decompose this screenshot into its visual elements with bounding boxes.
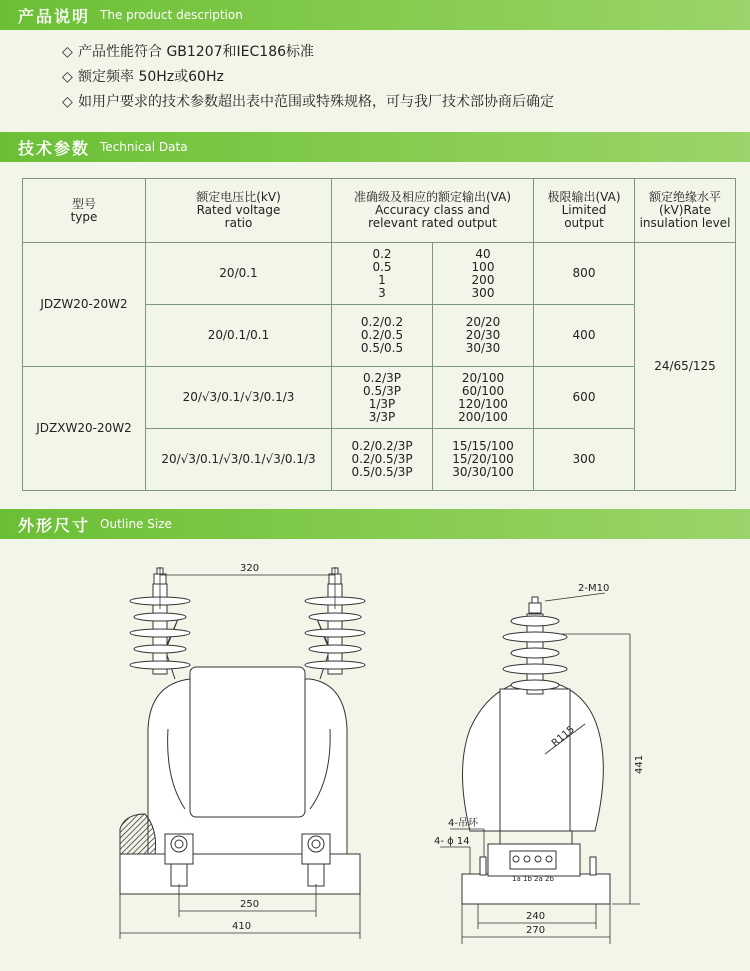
- diamond-bullet-icon: ◇: [62, 94, 73, 110]
- ratio-cell: 20/0.1: [146, 243, 332, 305]
- model-cell: JDZXW20-20W2: [23, 367, 146, 491]
- technical-section: [0, 132, 750, 509]
- spec-table: [22, 178, 736, 491]
- dim-bolts-label: 250: [240, 899, 260, 910]
- front-core: [190, 667, 305, 817]
- outline-title-en: Outline Size: [100, 517, 172, 531]
- output-cell: 20/20 20/30 30/30: [433, 305, 534, 367]
- class-cell: 0.2/0.2/3P 0.2/0.5/3P 0.5/0.5/3P: [332, 429, 433, 491]
- ratio-cell: 20/√3/0.1/√3/0.1/√3/0.1/3: [146, 429, 332, 491]
- class-cell: 0.2/0.2 0.2/0.5 0.5/0.5: [332, 305, 433, 367]
- model-cell: JDZW20-20W2: [23, 243, 146, 367]
- ratio-cell: 20/0.1/0.1: [146, 305, 332, 367]
- header-ratio: 额定电压比(kV) Rated voltage ratio: [146, 179, 332, 243]
- radius-label: R115: [549, 724, 577, 750]
- product-title-en: The product description: [100, 8, 243, 22]
- thread-label: 2-M10: [578, 583, 610, 594]
- class-cell: 0.2 0.5 1 3: [332, 243, 433, 305]
- dim-outer-label: 270: [526, 925, 546, 936]
- product-item: ◇ 额定频率 50Hz或60Hz: [62, 65, 750, 90]
- technical-title-en: Technical Data: [100, 140, 188, 154]
- front-view: [120, 567, 365, 939]
- dim-top-label: 320: [240, 563, 260, 574]
- insulation-cell: 24/65/125: [635, 243, 736, 491]
- product-item: ◇ 如用户要求的技术参数超出表中范围或特殊规格，可与我厂技术部协商后确定: [62, 90, 750, 115]
- outline-title-cn: 外形尺寸: [18, 515, 91, 535]
- holes-label: 4- ϕ 14: [434, 836, 470, 847]
- terminal-label: 2a: [534, 875, 543, 883]
- limited-cell: 800: [534, 243, 635, 305]
- dim-total-label: 410: [232, 921, 252, 932]
- dim-inner-label: 240: [526, 911, 546, 922]
- height-label: 441: [634, 754, 645, 774]
- outline-drawing: [0, 539, 750, 949]
- outline-header: [0, 509, 750, 539]
- limited-cell: 600: [534, 367, 635, 429]
- header-accuracy: 准确级及相应的额定输出(VA) Accuracy class and relevant rated output: [332, 179, 534, 243]
- product-item: ◇ 产品性能符合 GB1207和IEC186标准: [62, 40, 750, 65]
- output-cell: 40 100 200 300: [433, 243, 534, 305]
- header-limited: 极限输出(VA) Limited output: [534, 179, 635, 243]
- limited-cell: 300: [534, 429, 635, 491]
- header-type: 型号 type: [23, 179, 146, 243]
- ratio-cell: 20/√3/0.1/√3/0.1/3: [146, 367, 332, 429]
- header-insulation: 额定绝缘水平 (kV)Rate insulation level: [635, 179, 736, 243]
- terminal-label: 2b: [545, 875, 554, 883]
- table-row: [23, 243, 736, 305]
- outline-section: [0, 509, 750, 949]
- product-section: [0, 0, 750, 126]
- side-view: [440, 593, 640, 944]
- technical-header: [0, 132, 750, 162]
- class-cell: 0.2/3P 0.5/3P 1/3P 3/3P: [332, 367, 433, 429]
- product-list: [0, 30, 750, 126]
- lifting-label: 4-吊环: [448, 818, 478, 829]
- limited-cell: 400: [534, 305, 635, 367]
- technical-title-cn: 技术参数: [18, 138, 91, 158]
- output-cell: 15/15/100 15/20/100 30/30/100: [433, 429, 534, 491]
- product-title-cn: 产品说明: [18, 6, 91, 26]
- diamond-bullet-icon: ◇: [62, 44, 73, 60]
- table-row: [23, 367, 736, 429]
- output-cell: 20/100 60/100 120/100 200/100: [433, 367, 534, 429]
- terminal-label: 1b: [523, 875, 532, 883]
- product-header: [0, 0, 750, 30]
- terminal-label: 1a: [512, 875, 521, 883]
- diamond-bullet-icon: ◇: [62, 69, 73, 85]
